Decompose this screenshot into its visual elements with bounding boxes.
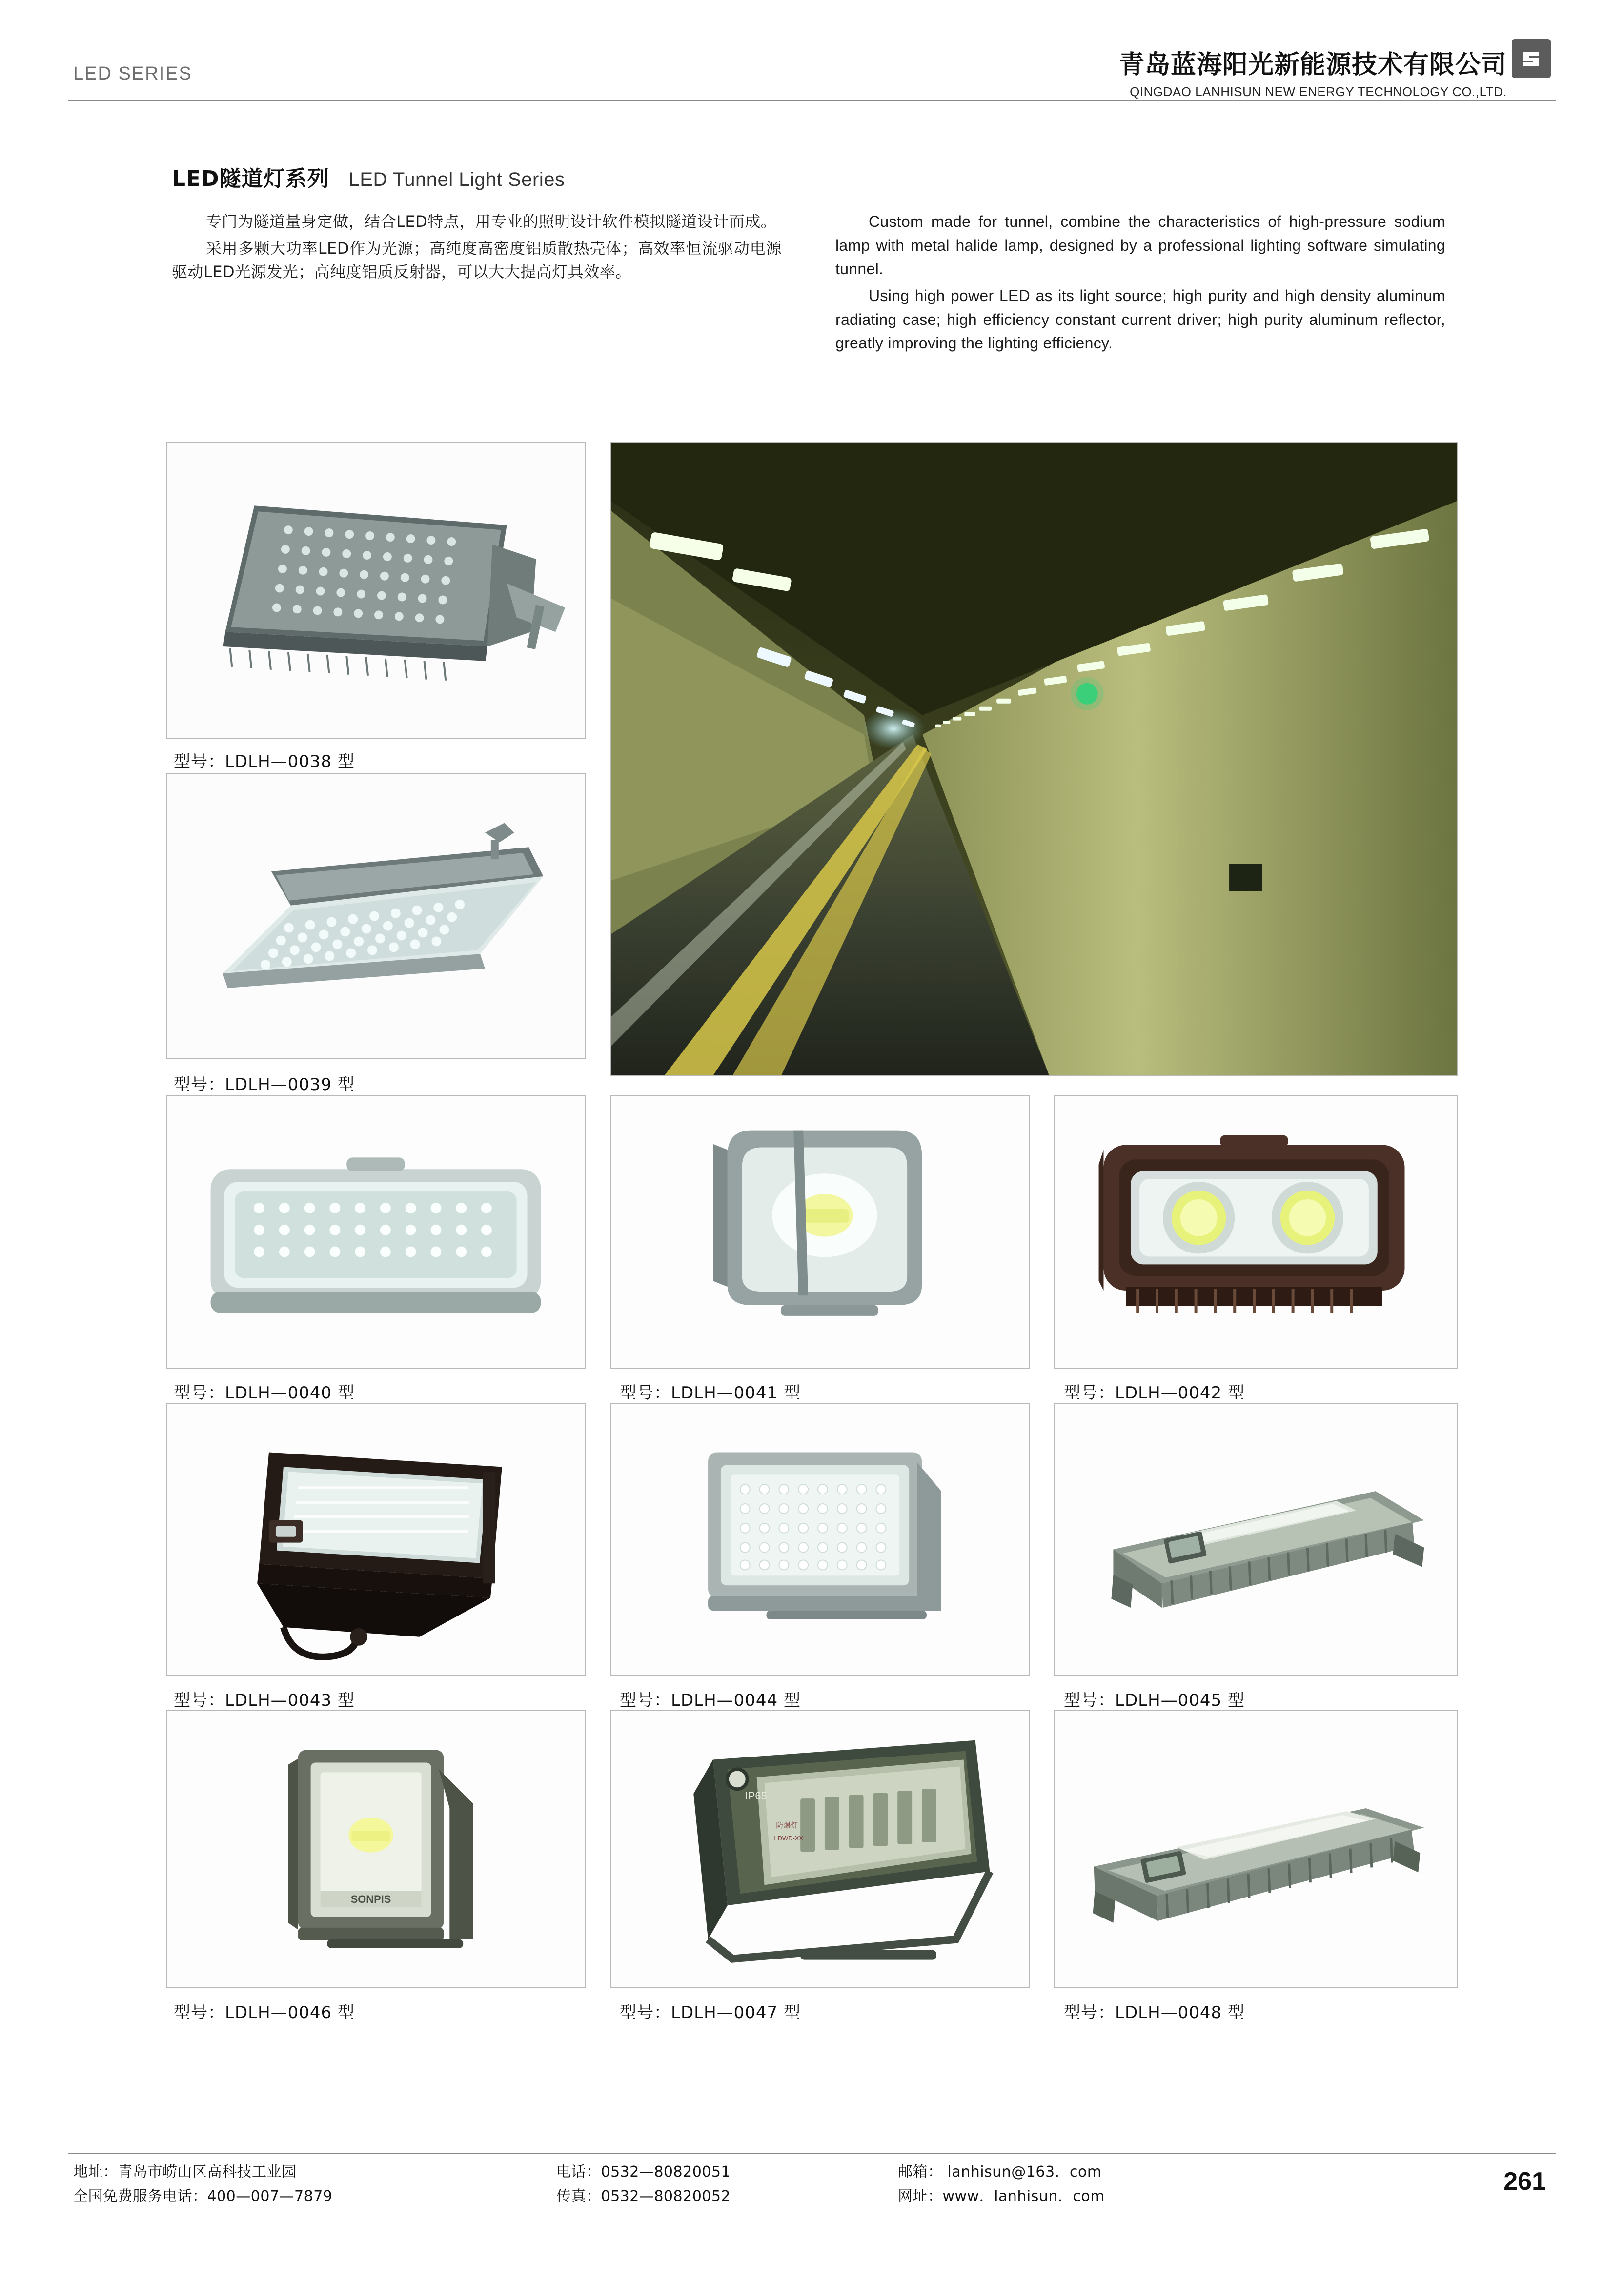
footer-website: 网址：www．lanhisun．com xyxy=(898,2187,1105,2205)
product-caption-0045: 型号：LDLH—0045 型 xyxy=(1064,1691,1245,1710)
intro-en-p2: Using high power LED as its light source; high purity and high density aluminum radiating case; high efficiency constant current driver; high purity aluminum reflector, greatly improving the lighting efficiency. xyxy=(835,286,1445,352)
intro-chinese xyxy=(172,210,782,358)
svg-text:SONPIS: SONPIS xyxy=(350,1893,391,1906)
footer-phone-block xyxy=(556,2160,731,2208)
svg-text:防爆灯: 防爆灯 xyxy=(776,1821,798,1830)
product-image-0044 xyxy=(610,1403,1030,1676)
footer-address: 地址：青岛市崂山区高科技工业园 xyxy=(73,2163,297,2181)
product-caption-0042: 型号：LDLH—0042 型 xyxy=(1064,1383,1245,1403)
svg-text:IP65: IP65 xyxy=(745,1790,767,1802)
footer-email: 邮箱： lanhisun@163．com xyxy=(898,2163,1102,2181)
company-name-en: QINGDAO LANHISUN NEW ENERGY TECHNOLOGY CO.,LTD. xyxy=(1130,84,1507,99)
intro-en-p1: Custom made for tunnel, combine the characteristics of high-pressure sodium lamp with metal halide lamp, designed by a professional lighting software simulating tunnel. xyxy=(835,213,1445,278)
product-image-0045 xyxy=(1054,1403,1458,1676)
page-title-en: LED Tunnel Light Series xyxy=(348,169,565,190)
product-caption-0047: 型号：LDLH—0047 型 xyxy=(620,2003,801,2022)
product-image-0042 xyxy=(1054,1095,1458,1369)
product-caption-0046: 型号：LDLH—0046 型 xyxy=(174,2003,355,2022)
header-divider xyxy=(68,100,1556,101)
page-number: 261 xyxy=(1503,2167,1546,2196)
footer-hotline: 全国免费服务电话：400—007—7879 xyxy=(73,2187,333,2205)
footer-fax: 传真：0532—80820052 xyxy=(556,2187,731,2205)
intro-cn-p1: 专门为隧道量身定做，结合LED特点，用专业的照明设计软件模拟隧道设计而成。 xyxy=(206,212,777,231)
product-caption-0044: 型号：LDLH—0044 型 xyxy=(620,1691,801,1710)
product-image-0047 xyxy=(610,1710,1030,1988)
intro-text-block xyxy=(172,210,1445,358)
footer-address-block xyxy=(73,2160,332,2208)
product-caption-0043: 型号：LDLH—0043 型 xyxy=(174,1691,355,1710)
product-caption-0039: 型号：LDLH—0039 型 xyxy=(174,1075,355,1094)
footer-tel: 电话：0532—80820051 xyxy=(556,2163,731,2181)
product-caption-0041: 型号：LDLH—0041 型 xyxy=(620,1383,801,1403)
company-name-cn: 青岛蓝海阳光新能源技术有限公司 xyxy=(1118,50,1507,80)
product-image-0046 xyxy=(166,1710,586,1988)
product-image-0038 xyxy=(166,442,586,739)
lanhisun-logo-icon xyxy=(1512,39,1551,78)
product-image-0048 xyxy=(1054,1710,1458,1988)
product-caption-0040: 型号：LDLH—0040 型 xyxy=(174,1383,355,1403)
footer-divider xyxy=(68,2153,1556,2154)
intro-cn-p2: 采用多颗大功率LED作为光源；高纯度高密度铝质散热壳体；高效率恒流驱动电源驱动LED光源发光；高纯度铝质反射器，可以大大提高灯具效率。 xyxy=(172,239,782,282)
product-image-0041 xyxy=(610,1095,1030,1369)
tunnel-interior-photo xyxy=(610,442,1458,1076)
footer-online-block xyxy=(898,2160,1105,2208)
product-image-0040 xyxy=(166,1095,586,1369)
section-title xyxy=(172,161,565,192)
intro-english xyxy=(835,210,1445,358)
product-caption-0038: 型号：LDLH—0038 型 xyxy=(174,752,355,771)
series-label: LED SERIES xyxy=(73,63,192,84)
product-caption-0048: 型号：LDLH—0048 型 xyxy=(1064,2003,1245,2022)
page-title-cn: LED隧道灯系列 xyxy=(172,166,329,191)
product-image-0043 xyxy=(166,1403,586,1676)
page-footer xyxy=(73,2160,1551,2223)
page-header xyxy=(0,0,1624,105)
company-block xyxy=(1119,44,1507,100)
product-image-0039 xyxy=(166,773,586,1059)
svg-text:LDWD-XX: LDWD-XX xyxy=(774,1834,804,1842)
